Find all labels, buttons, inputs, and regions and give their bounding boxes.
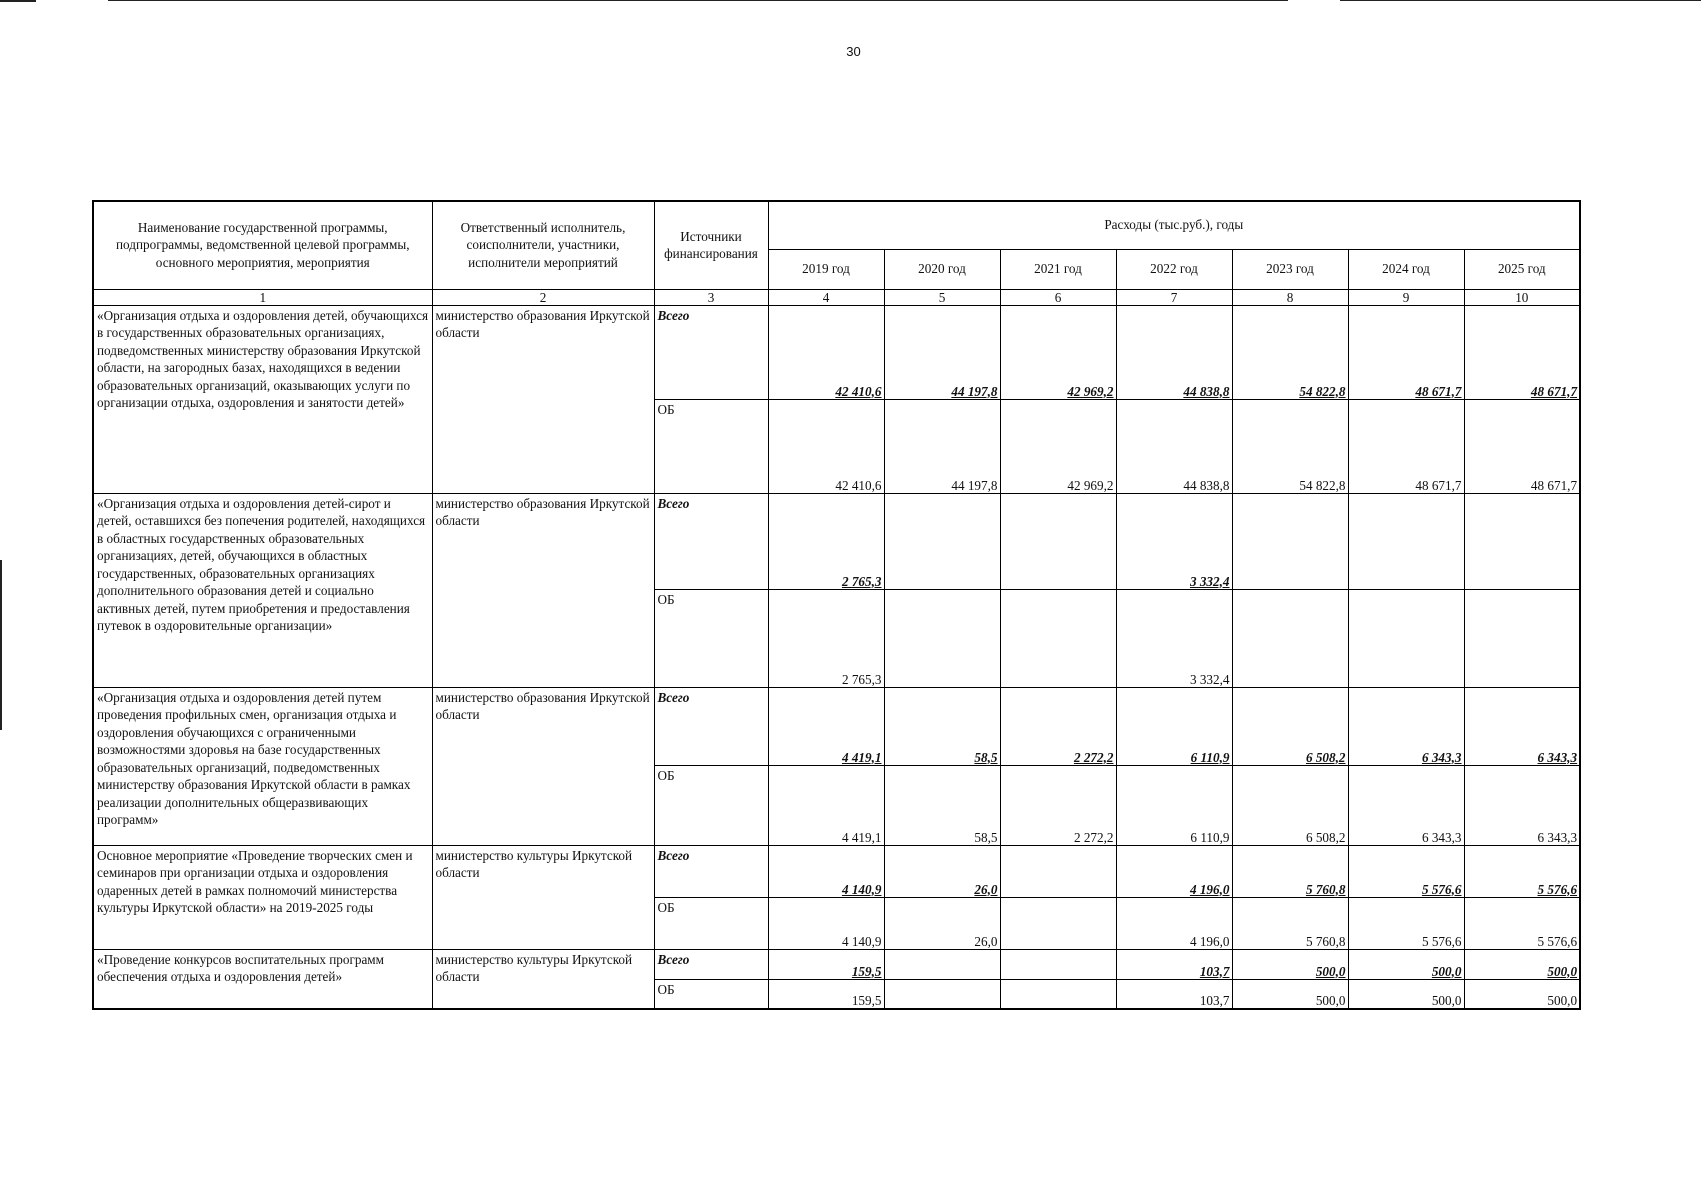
ob-value: 5 576,6 — [1348, 897, 1464, 949]
total-value: 103,7 — [1116, 949, 1232, 979]
ob-value — [1000, 979, 1116, 1009]
executor: министерство культуры Иркутской области — [432, 845, 654, 949]
total-value: 58,5 — [884, 687, 1000, 765]
total-value — [884, 949, 1000, 979]
ob-value: 6 343,3 — [1348, 765, 1464, 845]
total-value: 4 196,0 — [1116, 845, 1232, 897]
column-number: 6 — [1000, 289, 1116, 305]
budget-table — [92, 200, 1581, 1010]
header-funding-source: Источники финансирования — [654, 201, 768, 289]
total-value: 44 838,8 — [1116, 305, 1232, 399]
total-value — [884, 493, 1000, 589]
total-value — [1348, 493, 1464, 589]
scan-edge-line — [1340, 0, 1701, 1]
executor: министерство образования Иркутской области — [432, 687, 654, 845]
total-value: 159,5 — [768, 949, 884, 979]
funding-source-ob: ОБ — [654, 897, 768, 949]
funding-source-total: Всего — [654, 949, 768, 979]
total-value: 44 197,8 — [884, 305, 1000, 399]
total-value: 6 508,2 — [1232, 687, 1348, 765]
total-value — [1000, 493, 1116, 589]
column-number: 1 — [93, 289, 432, 305]
table-row — [93, 845, 1580, 897]
total-value: 42 410,6 — [768, 305, 884, 399]
ob-value: 42 969,2 — [1000, 399, 1116, 493]
total-value — [1464, 493, 1580, 589]
total-value: 500,0 — [1348, 949, 1464, 979]
total-value: 6 343,3 — [1464, 687, 1580, 765]
total-value — [1000, 845, 1116, 897]
ob-value: 26,0 — [884, 897, 1000, 949]
column-number: 4 — [768, 289, 884, 305]
total-value: 500,0 — [1232, 949, 1348, 979]
executor: министерство культуры Иркутской области — [432, 949, 654, 1009]
total-value: 48 671,7 — [1348, 305, 1464, 399]
funding-source-total: Всего — [654, 687, 768, 765]
ob-value — [1464, 589, 1580, 687]
total-value: 5 760,8 — [1232, 845, 1348, 897]
header-year: 2022 год — [1116, 249, 1232, 289]
table-row — [93, 305, 1580, 399]
ob-value: 2 272,2 — [1000, 765, 1116, 845]
ob-value — [884, 589, 1000, 687]
scan-edge-line — [108, 0, 1288, 1]
ob-value — [1000, 897, 1116, 949]
total-value — [1232, 493, 1348, 589]
header-year: 2025 год — [1464, 249, 1580, 289]
ob-value: 6 343,3 — [1464, 765, 1580, 845]
scan-edge-line — [0, 0, 36, 2]
program-name: «Организация отдыха и оздоровления детей путем проведения профильных смен, организация отдыха и оздоровления обучающихся с ограниченными возможностями здоровья на базе государственных образовательных организаций, подведомственных министерству образования Иркутской области в рамках реализации дополнительных общеразвивающих программ» — [93, 687, 432, 845]
ob-value — [1232, 589, 1348, 687]
page-number: 30 — [846, 44, 861, 59]
total-value: 4 419,1 — [768, 687, 884, 765]
funding-source-ob: ОБ — [654, 589, 768, 687]
ob-value: 44 197,8 — [884, 399, 1000, 493]
funding-source-ob: ОБ — [654, 399, 768, 493]
table-row — [93, 687, 1580, 765]
ob-value: 5 760,8 — [1232, 897, 1348, 949]
total-value: 54 822,8 — [1232, 305, 1348, 399]
executor: министерство образования Иркутской области — [432, 493, 654, 687]
total-value: 2 765,3 — [768, 493, 884, 589]
column-number: 5 — [884, 289, 1000, 305]
ob-value — [1348, 589, 1464, 687]
total-value: 48 671,7 — [1464, 305, 1580, 399]
header-year: 2019 год — [768, 249, 884, 289]
total-value: 500,0 — [1464, 949, 1580, 979]
ob-value: 48 671,7 — [1348, 399, 1464, 493]
ob-value: 103,7 — [1116, 979, 1232, 1009]
ob-value — [884, 979, 1000, 1009]
header-year: 2021 год — [1000, 249, 1116, 289]
column-number: 10 — [1464, 289, 1580, 305]
column-number: 2 — [432, 289, 654, 305]
funding-source-ob: ОБ — [654, 765, 768, 845]
header-expenses: Расходы (тыс.руб.), годы — [768, 201, 1580, 249]
ob-value: 500,0 — [1232, 979, 1348, 1009]
column-number: 3 — [654, 289, 768, 305]
table-row — [93, 949, 1580, 979]
scan-edge-line — [0, 560, 2, 730]
table-row — [93, 493, 1580, 589]
program-name: «Проведение конкурсов воспитательных программ обеспечения отдыха и оздоровления детей» — [93, 949, 432, 1009]
ob-value: 500,0 — [1348, 979, 1464, 1009]
funding-source-total: Всего — [654, 845, 768, 897]
ob-value: 4 140,9 — [768, 897, 884, 949]
ob-value: 159,5 — [768, 979, 884, 1009]
funding-source-total: Всего — [654, 493, 768, 589]
column-number: 8 — [1232, 289, 1348, 305]
program-name: Основное мероприятие «Проведение творческих смен и семинаров при организации отдыха и оздоровления одаренных детей в рамках полномочий министерства культуры Иркутской области» на 2019-2025 годы — [93, 845, 432, 949]
total-value: 4 140,9 — [768, 845, 884, 897]
ob-value: 48 671,7 — [1464, 399, 1580, 493]
funding-source-ob: ОБ — [654, 979, 768, 1009]
ob-value: 44 838,8 — [1116, 399, 1232, 493]
ob-value: 54 822,8 — [1232, 399, 1348, 493]
column-number: 9 — [1348, 289, 1464, 305]
executor: министерство образования Иркутской области — [432, 305, 654, 493]
header-year: 2024 год — [1348, 249, 1464, 289]
ob-value: 2 765,3 — [768, 589, 884, 687]
ob-value: 500,0 — [1464, 979, 1580, 1009]
total-value: 26,0 — [884, 845, 1000, 897]
column-number: 7 — [1116, 289, 1232, 305]
ob-value: 5 576,6 — [1464, 897, 1580, 949]
ob-value: 42 410,6 — [768, 399, 884, 493]
total-value — [1000, 949, 1116, 979]
header-executor: Ответственный исполнитель, соисполнители, участники, исполнители мероприятий — [432, 201, 654, 289]
ob-value: 58,5 — [884, 765, 1000, 845]
header-year: 2023 год — [1232, 249, 1348, 289]
total-value: 6 110,9 — [1116, 687, 1232, 765]
total-value: 6 343,3 — [1348, 687, 1464, 765]
ob-value: 4 419,1 — [768, 765, 884, 845]
ob-value: 4 196,0 — [1116, 897, 1232, 949]
header-program-name: Наименование государственной программы, подпрограммы, ведомственной целевой программы, основного мероприятия, мероприятия — [93, 201, 432, 289]
total-value: 3 332,4 — [1116, 493, 1232, 589]
ob-value: 6 508,2 — [1232, 765, 1348, 845]
funding-source-total: Всего — [654, 305, 768, 399]
ob-value — [1000, 589, 1116, 687]
ob-value: 6 110,9 — [1116, 765, 1232, 845]
header-year: 2020 год — [884, 249, 1000, 289]
total-value: 5 576,6 — [1348, 845, 1464, 897]
program-name: «Организация отдыха и оздоровления детей, обучающихся в государственных образовательных организациях, подведомственных министерству образования Иркутской области, на загородных базах, находящихся в ведении образовательных организаций, оказывающих услуги по организации отдыха, оздоровления и занятости детей» — [93, 305, 432, 493]
ob-value: 3 332,4 — [1116, 589, 1232, 687]
total-value: 2 272,2 — [1000, 687, 1116, 765]
program-name: «Организация отдыха и оздоровления детей-сирот и детей, оставшихся без попечения родителей, находящихся в областных государственных образовательных организациях, детей, обучающихся в областных государственных, образовательных организациях дополнительного образования детей и социально активных детей, путем приобретения и предоставления путевок в оздоровительные организации» — [93, 493, 432, 687]
total-value: 42 969,2 — [1000, 305, 1116, 399]
total-value: 5 576,6 — [1464, 845, 1580, 897]
